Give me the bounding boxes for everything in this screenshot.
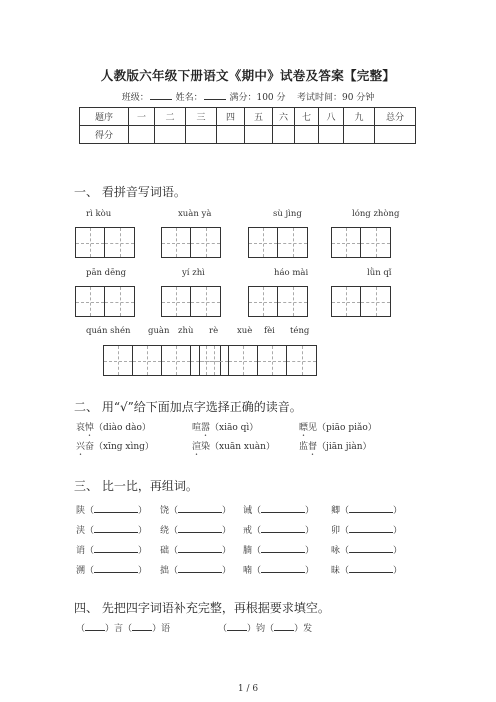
exam-time: 考试时间：90 分钟 xyxy=(296,93,375,103)
score-cell[interactable] xyxy=(273,126,295,144)
compare-char: 诮 xyxy=(76,546,86,556)
compare-char: 腩 xyxy=(243,546,253,556)
compare-item[interactable]: 喃（ ） xyxy=(243,566,315,576)
writing-grid[interactable] xyxy=(75,286,135,317)
pinyin: xuè xyxy=(237,326,253,336)
pinyin: háo mài xyxy=(274,268,309,278)
header-cell: 总分 xyxy=(375,108,416,126)
row-label: 得分 xyxy=(80,126,129,144)
score-cell[interactable] xyxy=(344,126,375,144)
score-cell[interactable] xyxy=(295,126,319,144)
writing-grid[interactable] xyxy=(248,227,308,258)
pinyin: fèi xyxy=(264,326,275,336)
score-cell[interactable] xyxy=(375,126,416,144)
reading-item[interactable]: 监督（jiān jiàn） xyxy=(299,442,372,452)
header-cell: 题序 xyxy=(80,108,129,126)
compare-char: 溯 xyxy=(76,566,86,576)
compare-item[interactable]: 拙（ ） xyxy=(160,566,232,576)
header-cell: 八 xyxy=(319,108,344,126)
score-cell[interactable] xyxy=(155,126,186,144)
pinyin: téng xyxy=(290,326,310,336)
writing-grid[interactable] xyxy=(161,286,221,317)
header-cell: 六 xyxy=(273,108,295,126)
compare-char: 卿 xyxy=(331,506,341,516)
score-cell[interactable] xyxy=(129,126,155,144)
writing-grid[interactable] xyxy=(75,227,135,258)
section1-heading: 一、 看拼音写词语。 xyxy=(74,185,186,199)
writing-grid[interactable] xyxy=(161,227,221,258)
compare-char: 饶 xyxy=(160,506,170,516)
compare-char: 础 xyxy=(160,546,170,556)
score-table-row xyxy=(80,126,416,144)
compare-char: 卯 xyxy=(331,526,341,536)
compare-char: 绕 xyxy=(160,526,170,536)
pinyin: guàn xyxy=(148,326,170,336)
compare-char: 拙 xyxy=(160,566,170,576)
compare-item[interactable]: 卯（ ） xyxy=(331,526,403,536)
compare-char: 诫 xyxy=(243,506,253,516)
writing-grid[interactable] xyxy=(199,345,317,376)
header-cell: 三 xyxy=(186,108,217,126)
header-cell: 七 xyxy=(295,108,319,126)
reading-item[interactable]: 喧嚣（xiāo qì） xyxy=(192,423,259,433)
compare-item[interactable]: 陕（ ） xyxy=(76,506,148,516)
header-cell: 四 xyxy=(217,108,245,126)
header-cell: 五 xyxy=(245,108,273,126)
pinyin: rè xyxy=(209,326,219,336)
reading-item[interactable]: 兴奋（xīng xìng） xyxy=(76,442,154,452)
writing-grid[interactable] xyxy=(331,227,391,258)
compare-item[interactable]: 戒（ ） xyxy=(243,526,315,536)
exam-info xyxy=(0,90,496,103)
section3-heading: 三、 比一比，再组词。 xyxy=(74,479,198,493)
writing-grid[interactable] xyxy=(248,286,308,317)
pinyin: lóng zhòng xyxy=(352,209,400,219)
compare-item[interactable]: 卿（ ） xyxy=(331,506,403,516)
compare-char: 戒 xyxy=(243,526,253,536)
pinyin: zhù xyxy=(178,326,194,336)
writing-grid[interactable] xyxy=(331,286,391,317)
pinyin: rì kòu xyxy=(86,209,112,219)
reading-item[interactable]: 哀悼（diào dào） xyxy=(76,423,151,433)
compare-char: 昧 xyxy=(331,566,341,576)
header-cell: 九 xyxy=(344,108,375,126)
name-label: 姓名： xyxy=(175,93,203,103)
reading-item[interactable]: 渲染（xuān xuàn） xyxy=(192,442,275,452)
section4-heading: 四、 先把四字词语补充完整，再根据要求填空。 xyxy=(74,601,330,615)
compare-item[interactable]: 绕（ ） xyxy=(160,526,232,536)
compare-item[interactable]: 饶（ ） xyxy=(160,506,232,516)
pinyin: sù jìng xyxy=(273,209,302,219)
pinyin: yí zhì xyxy=(182,268,205,278)
compare-char: 陕 xyxy=(76,506,86,516)
compare-item[interactable]: 溯（ ） xyxy=(76,566,148,576)
header-cell: 一 xyxy=(129,108,155,126)
name-blank[interactable] xyxy=(204,91,226,100)
pinyin: xuàn yà xyxy=(178,209,212,219)
score-cell[interactable] xyxy=(217,126,245,144)
compare-item[interactable]: 腩（ ） xyxy=(243,546,315,556)
score-cell[interactable] xyxy=(245,126,273,144)
idiom-blank[interactable]: （ ）钧（ ）发 xyxy=(218,624,313,634)
idiom-blank[interactable]: （ ）言（ ）语 xyxy=(76,624,171,634)
reading-item[interactable]: 瞟见（piāo piǎo） xyxy=(299,423,377,433)
pinyin: quán shén xyxy=(86,326,131,336)
score-table-header xyxy=(80,108,416,126)
pinyin: lǜn qǐ xyxy=(367,268,392,278)
full-score: 满分：100 分 xyxy=(229,93,286,103)
class-blank[interactable] xyxy=(150,91,172,100)
class-label: 班级： xyxy=(121,93,149,103)
compare-item[interactable]: 咏（ ） xyxy=(331,546,403,556)
score-cell[interactable] xyxy=(186,126,217,144)
header-cell: 二 xyxy=(155,108,186,126)
compare-item[interactable]: 昧（ ） xyxy=(331,566,403,576)
compare-item[interactable]: 诫（ ） xyxy=(243,506,315,516)
document-title: 人教版六年级下册语文《期中》试卷及答案【完整】 xyxy=(100,68,396,83)
score-cell[interactable] xyxy=(319,126,344,144)
compare-item[interactable]: 础（ ） xyxy=(160,546,232,556)
compare-item[interactable]: 浃（ ） xyxy=(76,526,148,536)
pinyin: pān dēng xyxy=(86,268,127,278)
compare-char: 喃 xyxy=(243,566,253,576)
score-table xyxy=(79,107,416,144)
compare-char: 咏 xyxy=(331,546,341,556)
page-number: 1 / 6 xyxy=(237,684,259,694)
compare-char: 浃 xyxy=(76,526,86,536)
compare-item[interactable]: 诮（ ） xyxy=(76,546,148,556)
section2-heading: 二、 用“√”给下面加点字选择正确的读音。 xyxy=(74,400,302,414)
